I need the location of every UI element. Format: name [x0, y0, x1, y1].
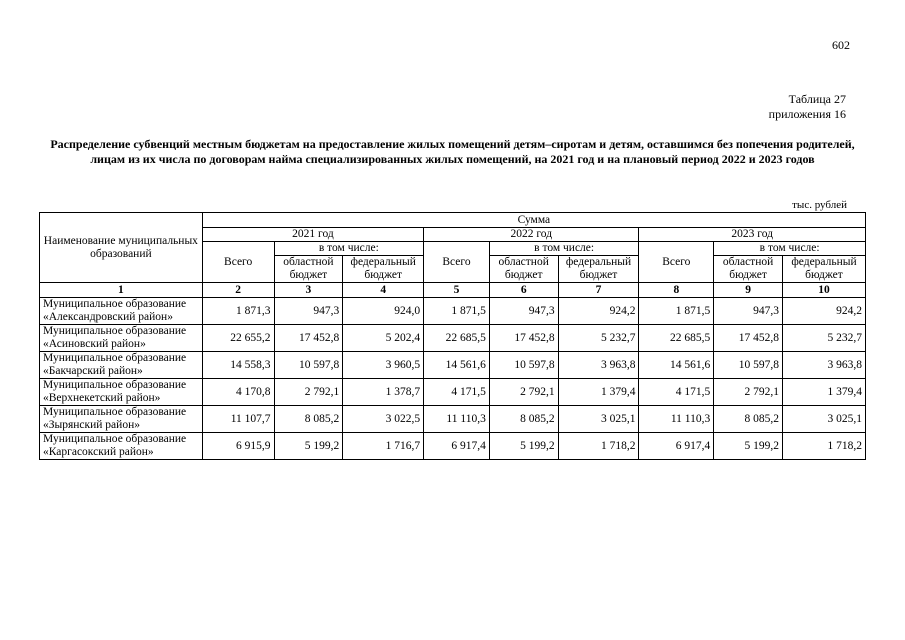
table-title: Распределение субвенций местным бюджетам на предоставление жилых помещений детям–сиротам и детям, оставшимся без попечения родителей, лицам из их числа по договорам найма специализированных жилых помещений, на 2021 год и на плановый период 2022 и 2023 годов	[50, 137, 855, 166]
amount-cell: 2 792,1	[714, 379, 783, 406]
amount-cell: 1 718,2	[558, 433, 639, 460]
amount-cell: 947,3	[714, 298, 783, 325]
header-regional: областной бюджет	[274, 256, 343, 283]
column-number: 2	[202, 283, 274, 298]
amount-cell: 3 960,5	[343, 352, 424, 379]
amount-cell: 5 232,7	[558, 325, 639, 352]
amount-cell: 6 917,4	[639, 433, 714, 460]
amount-cell: 14 561,6	[639, 352, 714, 379]
column-number: 6	[489, 283, 558, 298]
amount-cell: 8 085,2	[714, 406, 783, 433]
column-number: 9	[714, 283, 783, 298]
amount-cell: 1 871,3	[202, 298, 274, 325]
amount-cell: 4 170,8	[202, 379, 274, 406]
header-year-2021: 2021 год	[202, 228, 423, 242]
amount-cell: 1 716,7	[343, 433, 424, 460]
amount-cell: 22 685,5	[639, 325, 714, 352]
amount-cell: 22 685,5	[424, 325, 490, 352]
amount-cell: 8 085,2	[274, 406, 343, 433]
header-total: Всего	[639, 242, 714, 283]
municipality-name: Муниципальное образование «Каргасокский район»	[40, 433, 203, 460]
municipality-name: Муниципальное образование «Верхнекетский район»	[40, 379, 203, 406]
amount-cell: 924,0	[343, 298, 424, 325]
header-total: Всего	[424, 242, 490, 283]
municipality-name: Муниципальное образование «Александровский район»	[40, 298, 203, 325]
header-federal: федеральный бюджет	[782, 256, 865, 283]
data-table	[39, 212, 866, 460]
table-row	[40, 298, 866, 325]
header-regional: областной бюджет	[489, 256, 558, 283]
column-number: 8	[639, 283, 714, 298]
table-row	[40, 433, 866, 460]
header-including: в том числе:	[274, 242, 424, 256]
municipality-name: Муниципальное образование «Бакчарский район»	[40, 352, 203, 379]
header-sum: Сумма	[202, 213, 865, 228]
header-federal: федеральный бюджет	[558, 256, 639, 283]
table-reference-line1: Таблица 27	[788, 92, 846, 106]
column-number: 7	[558, 283, 639, 298]
amount-cell: 14 561,6	[424, 352, 490, 379]
header-name-column: Наименование муниципальных образований	[40, 213, 203, 283]
units-label: тыс. рублей	[792, 199, 847, 211]
amount-cell: 2 792,1	[274, 379, 343, 406]
header-federal: федеральный бюджет	[343, 256, 424, 283]
amount-cell: 6 917,4	[424, 433, 490, 460]
amount-cell: 17 452,8	[714, 325, 783, 352]
table-reference-line2: приложения 16	[768, 107, 846, 121]
amount-cell: 10 597,8	[274, 352, 343, 379]
amount-cell: 1 871,5	[424, 298, 490, 325]
header-year-2023: 2023 год	[639, 228, 866, 242]
column-number: 4	[343, 283, 424, 298]
amount-cell: 5 199,2	[714, 433, 783, 460]
amount-cell: 1 379,4	[558, 379, 639, 406]
amount-cell: 6 915,9	[202, 433, 274, 460]
amount-cell: 17 452,8	[274, 325, 343, 352]
amount-cell: 5 202,4	[343, 325, 424, 352]
amount-cell: 14 558,3	[202, 352, 274, 379]
column-number: 5	[424, 283, 490, 298]
amount-cell: 947,3	[489, 298, 558, 325]
municipality-name: Муниципальное образование «Зырянский район»	[40, 406, 203, 433]
amount-cell: 11 110,3	[639, 406, 714, 433]
amount-cell: 2 792,1	[489, 379, 558, 406]
amount-cell: 1 378,7	[343, 379, 424, 406]
amount-cell: 5 199,2	[274, 433, 343, 460]
amount-cell: 5 232,7	[782, 325, 865, 352]
column-number: 1	[40, 283, 203, 298]
amount-cell: 1 871,5	[639, 298, 714, 325]
amount-cell: 924,2	[558, 298, 639, 325]
amount-cell: 3 022,5	[343, 406, 424, 433]
column-number: 3	[274, 283, 343, 298]
table-row	[40, 406, 866, 433]
column-number: 10	[782, 283, 865, 298]
amount-cell: 1 718,2	[782, 433, 865, 460]
table-header	[40, 213, 866, 298]
amount-cell: 22 655,2	[202, 325, 274, 352]
amount-cell: 1 379,4	[782, 379, 865, 406]
amount-cell: 17 452,8	[489, 325, 558, 352]
amount-cell: 8 085,2	[489, 406, 558, 433]
page-number: 602	[832, 38, 850, 52]
amount-cell: 11 107,7	[202, 406, 274, 433]
header-total: Всего	[202, 242, 274, 283]
header-regional: областной бюджет	[714, 256, 783, 283]
table-reference	[769, 92, 846, 122]
amount-cell: 3 025,1	[558, 406, 639, 433]
amount-cell: 924,2	[782, 298, 865, 325]
amount-cell: 3 963,8	[558, 352, 639, 379]
amount-cell: 11 110,3	[424, 406, 490, 433]
header-year-2022: 2022 год	[424, 228, 639, 242]
header-including: в том числе:	[489, 242, 639, 256]
table-body	[40, 298, 866, 460]
amount-cell: 10 597,8	[489, 352, 558, 379]
amount-cell: 3 963,8	[782, 352, 865, 379]
amount-cell: 4 171,5	[424, 379, 490, 406]
amount-cell: 10 597,8	[714, 352, 783, 379]
table-row	[40, 379, 866, 406]
amount-cell: 5 199,2	[489, 433, 558, 460]
municipality-name: Муниципальное образование «Асиновский район»	[40, 325, 203, 352]
amount-cell: 4 171,5	[639, 379, 714, 406]
amount-cell: 3 025,1	[782, 406, 865, 433]
table-row	[40, 325, 866, 352]
table-row	[40, 352, 866, 379]
amount-cell: 947,3	[274, 298, 343, 325]
header-including: в том числе:	[714, 242, 866, 256]
